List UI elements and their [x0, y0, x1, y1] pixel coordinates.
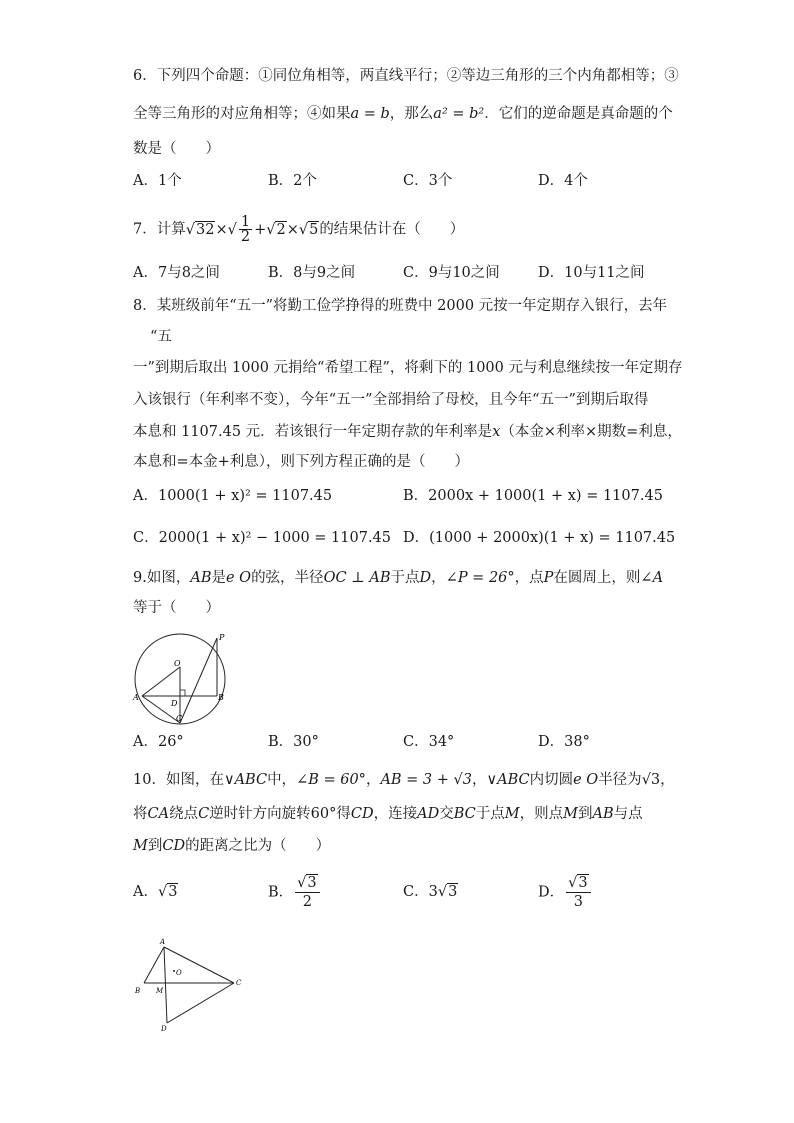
- q10-line3: M到CD的距离之比为（ ）: [133, 838, 331, 854]
- q8-option-a[interactable]: A．1000(1 + x)² = 1107.45: [133, 488, 333, 504]
- q7-line1: 7．计算√32×√ $\frac{1}{2}$ +√2×√5的结果估计在（ ）: [133, 214, 465, 245]
- q8-line3: 一”到期后取出 1000 元捐给“希望工程”，将剩下的 1000 元与利息继续按一年定期存: [133, 360, 683, 376]
- q7-expression: √32×√ $\frac{1}{2}$ +√2×√5: [185, 214, 319, 245]
- q10-label-d: D: [161, 1025, 167, 1033]
- q9-option-b[interactable]: B．30°: [268, 734, 319, 750]
- q6-option-a[interactable]: A．1个: [133, 173, 182, 189]
- q9-option-d[interactable]: D．38°: [538, 734, 590, 750]
- q6-option-c[interactable]: C．3个: [403, 173, 453, 189]
- q6-condition-left: a = b: [350, 106, 390, 122]
- q10-line2: 将CA绕点C逆时针方向旋转60°得CD，连接AD交BC于点M，则点M到AB与点: [133, 806, 643, 822]
- q9-line1: 9.如图，AB是e O的弦，半径OC ⊥ AB于点D，∠P = 26°，点P在圆周上，则∠A: [133, 570, 664, 586]
- q7-option-b[interactable]: B．8与9之间: [268, 265, 356, 281]
- q8-line6: 本息和=本金+利息），则下列方程正确的是（ ）: [133, 454, 470, 470]
- q9-label-a: A: [133, 693, 139, 702]
- q10-line1: 10．如图，在∨ABC中，∠B = 60°，AB = 3 + √3，∨ABC内切圆e O半径为√3，: [133, 772, 675, 788]
- q6-line1: 6．下列四个命题：①同位角相等，两直线平行；②等边三角形的三个内角都相等；③: [133, 68, 679, 84]
- q9-label-d: D: [171, 699, 178, 708]
- q9-label-b: B: [218, 693, 224, 702]
- q6-option-d[interactable]: D．4个: [538, 173, 588, 189]
- q9-option-c[interactable]: C．34°: [403, 734, 455, 750]
- q10-option-d[interactable]: D． $\frac{√3}{3}$: [538, 874, 593, 911]
- q9-label-o: O: [174, 659, 181, 668]
- q8-line1: 8．某班级前年“五一”将勤工俭学挣得的班费中 2000 元按一年定期存入银行，去年: [133, 298, 668, 314]
- q6-line3: 数是（ ）: [133, 141, 220, 157]
- q9-label-p: P: [219, 633, 225, 642]
- q6-option-b[interactable]: B．2个: [268, 173, 317, 189]
- q10-option-c[interactable]: C．3√3: [403, 884, 458, 900]
- q9-label-c: C: [176, 714, 183, 723]
- q9-line2: 等于（ ）: [133, 600, 220, 616]
- q7-option-c[interactable]: C．9与10之间: [403, 265, 500, 281]
- q10-label-a: A: [160, 938, 166, 946]
- q10-option-b[interactable]: B． $\frac{√3}{2}$: [268, 874, 322, 911]
- q8-line2: “五: [150, 329, 172, 345]
- q10-label-b: B: [135, 987, 141, 995]
- q8-line5: 本息和 1107.45 元．若该银行一年定期存款的年利率是x（本金×利率×期数=利息，: [133, 424, 682, 440]
- q6-line2: 全等三角形的对应角相等；④如果a = b，那么a² = b²．它们的逆命题是真命题的个: [133, 106, 673, 122]
- q10-option-a[interactable]: A．√3: [133, 884, 178, 900]
- q8-option-c[interactable]: C．2000(1 + x)² − 1000 = 1107.45: [133, 530, 392, 546]
- q10-label-o: O: [176, 969, 182, 977]
- q7-option-d[interactable]: D．10与11之间: [538, 265, 645, 281]
- q8-option-b[interactable]: B．2000x + 1000(1 + x) = 1107.45: [403, 488, 663, 504]
- q8-line4: 入该银行（年利率不变），今年“五一”全部捐给了母校，且今年“五一”到期后取得: [133, 392, 649, 408]
- q6-condition-right: a² = b²: [433, 106, 485, 122]
- q9-option-a[interactable]: A．26°: [133, 734, 184, 750]
- q10-label-m: M: [156, 987, 164, 995]
- q7-option-a[interactable]: A．7与8之间: [133, 265, 220, 281]
- q10-label-c: C: [236, 979, 242, 987]
- q8-option-d[interactable]: D．(1000 + 2000x)(1 + x) = 1107.45: [403, 530, 676, 546]
- q10-triangle-figure: [128, 935, 253, 1035]
- q9-circle-figure: [128, 628, 238, 728]
